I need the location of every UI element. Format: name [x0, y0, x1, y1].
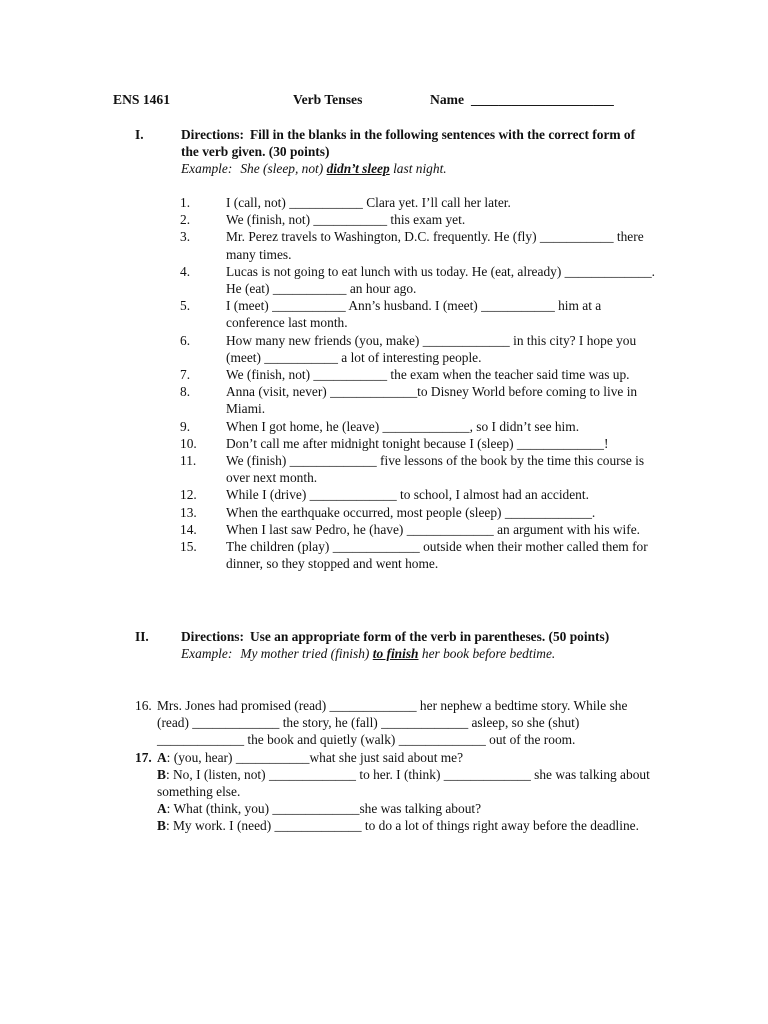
question-item: [180, 263, 656, 297]
dialogue-line: [157, 800, 655, 817]
question-item: [180, 194, 656, 211]
question-text: How many new friends (you, make) _____________ in this city? I hope you (meet) ___________ a lot of interesting people.: [226, 332, 637, 365]
example-answer: didn’t sleep: [326, 161, 390, 177]
example-before: She (sleep, not): [240, 161, 324, 177]
question-number: 6.: [180, 332, 191, 348]
question-item: [180, 521, 656, 538]
dialogue-line: [157, 817, 655, 834]
name-blank: _____________________: [471, 92, 614, 107]
question-item: [180, 418, 656, 435]
question-text: The children (play) _____________ outside when their mother called them for dinner, so they stopped and went home.: [226, 539, 648, 572]
question-number: 1.: [180, 195, 191, 210]
speaker-label: A: [157, 749, 167, 765]
question-item: [180, 383, 656, 417]
question-number: 8.: [180, 384, 191, 400]
question-16: [135, 697, 655, 749]
question-text: Lucas is not going to eat lunch with us today. He (eat, already) _____________. He (eat) ___________ an hour ago.: [226, 263, 656, 297]
question-17: [135, 749, 655, 835]
dialogue-text: : (you, hear) ___________what she just said about me?: [166, 749, 464, 765]
question-text: Don’t call me after midnight tonight because I (sleep) _____________!: [226, 435, 609, 451]
example-before: My mother tried (finish): [240, 646, 370, 662]
question-item: [180, 538, 656, 572]
example-answer: to finish: [372, 646, 419, 662]
worksheet-title: Verb Tenses: [293, 92, 363, 107]
question-text: When I last saw Pedro, he (have) _____________ an argument with his wife.: [226, 521, 641, 537]
question-item: [180, 228, 656, 262]
question-text: I (meet) ___________ Ann’s husband. I (meet) ___________ him at a conference last month.: [226, 298, 602, 331]
example-label: Example:: [181, 646, 233, 662]
section-2-example: [181, 645, 653, 662]
section-1-example: [181, 160, 653, 177]
speaker-label: B: [157, 766, 166, 782]
question-item: [180, 435, 656, 452]
section-1-directions: [181, 126, 653, 160]
question-number: 5.: [180, 298, 191, 314]
section-2-numeral: II.: [135, 629, 149, 644]
question-number: 3.: [180, 229, 191, 245]
worksheet-header: [113, 91, 653, 109]
name-label: Name: [430, 92, 464, 107]
section-2-directions: [181, 628, 653, 645]
section-1-question-list: [180, 194, 656, 572]
dialogue-line: [157, 766, 655, 800]
question-text: Anna (visit, never) _____________to Disney World before coming to live in Miami.: [226, 384, 638, 417]
directions-text: Use an appropriate form of the verb in parentheses. (50 points): [249, 629, 610, 644]
question-number: 7.: [180, 367, 191, 383]
question-text: I (call, not) ___________ Clara yet. I’ll call her later.: [226, 195, 511, 210]
question-text: When I got home, he (leave) _____________, so I didn’t see him.: [226, 418, 580, 434]
speaker-label: B: [157, 818, 166, 834]
dialogue-text: : What (think, you) _____________she was talking about?: [166, 801, 482, 817]
question-number: 9.: [180, 418, 191, 434]
dialogue-text: : No, I (listen, not) _____________ to her. I (think) _____________ she was talking about something else.: [157, 766, 650, 800]
question-text: While I (drive) _____________ to school, I almost had an accident.: [226, 487, 589, 503]
dialogue-text: : My work. I (need) _____________ to do a lot of things right away before the deadline.: [165, 818, 639, 834]
example-after: her book before bedtime.: [421, 646, 556, 662]
question-number: 14.: [180, 521, 197, 537]
question-number: 10.: [180, 435, 197, 451]
course-code: ENS 1461: [113, 92, 171, 107]
question-text: We (finish) _____________ five lessons of the book by the time this course is over next month.: [226, 453, 645, 486]
question-text: We (finish, not) ___________ the exam when the teacher said time was up.: [226, 367, 630, 383]
question-item: [180, 366, 656, 383]
directions-text: Fill in the blanks in the following sentences with the correct form of the verb given. (30 points): [181, 127, 636, 160]
question-item: [180, 332, 656, 366]
section-2-questions: [135, 697, 655, 835]
section-2-instructions: [181, 628, 653, 662]
question-item: [180, 211, 656, 228]
question-item: [180, 486, 656, 503]
question-text: Mrs. Jones had promised (read) _____________ her nephew a bedtime story. While she (read) _____________ the story, he (fall) _____________ asleep, so she (shut) _____________ the book and quietly (walk) _____________ out of the room.: [157, 698, 628, 748]
question-item: [180, 504, 656, 521]
directions-label: Directions:: [181, 629, 244, 644]
question-number: 15.: [180, 539, 197, 555]
question-number: 11.: [180, 453, 197, 469]
question-number: 12.: [180, 487, 197, 503]
example-after: last night.: [393, 161, 447, 177]
directions-label: Directions:: [181, 127, 244, 142]
question-item: [180, 452, 656, 486]
question-text: Mr. Perez travels to Washington, D.C. frequently. He (fly) ___________ there many times.: [226, 229, 644, 262]
question-number: 2.: [180, 212, 191, 228]
example-label: Example:: [181, 161, 233, 177]
section-1-numeral: I.: [135, 127, 144, 142]
question-number: 16.: [135, 698, 152, 713]
question-number: 17.: [135, 749, 152, 765]
question-text: When the earthquake occurred, most people (sleep) _____________.: [226, 504, 596, 520]
question-item: [180, 297, 656, 331]
speaker-label: A: [157, 801, 167, 817]
section-1-instructions: [181, 126, 653, 178]
question-number: 4.: [180, 263, 191, 279]
question-text: We (finish, not) ___________ this exam yet.: [226, 212, 466, 228]
dialogue-line: [157, 749, 655, 766]
question-number: 13.: [180, 504, 197, 520]
